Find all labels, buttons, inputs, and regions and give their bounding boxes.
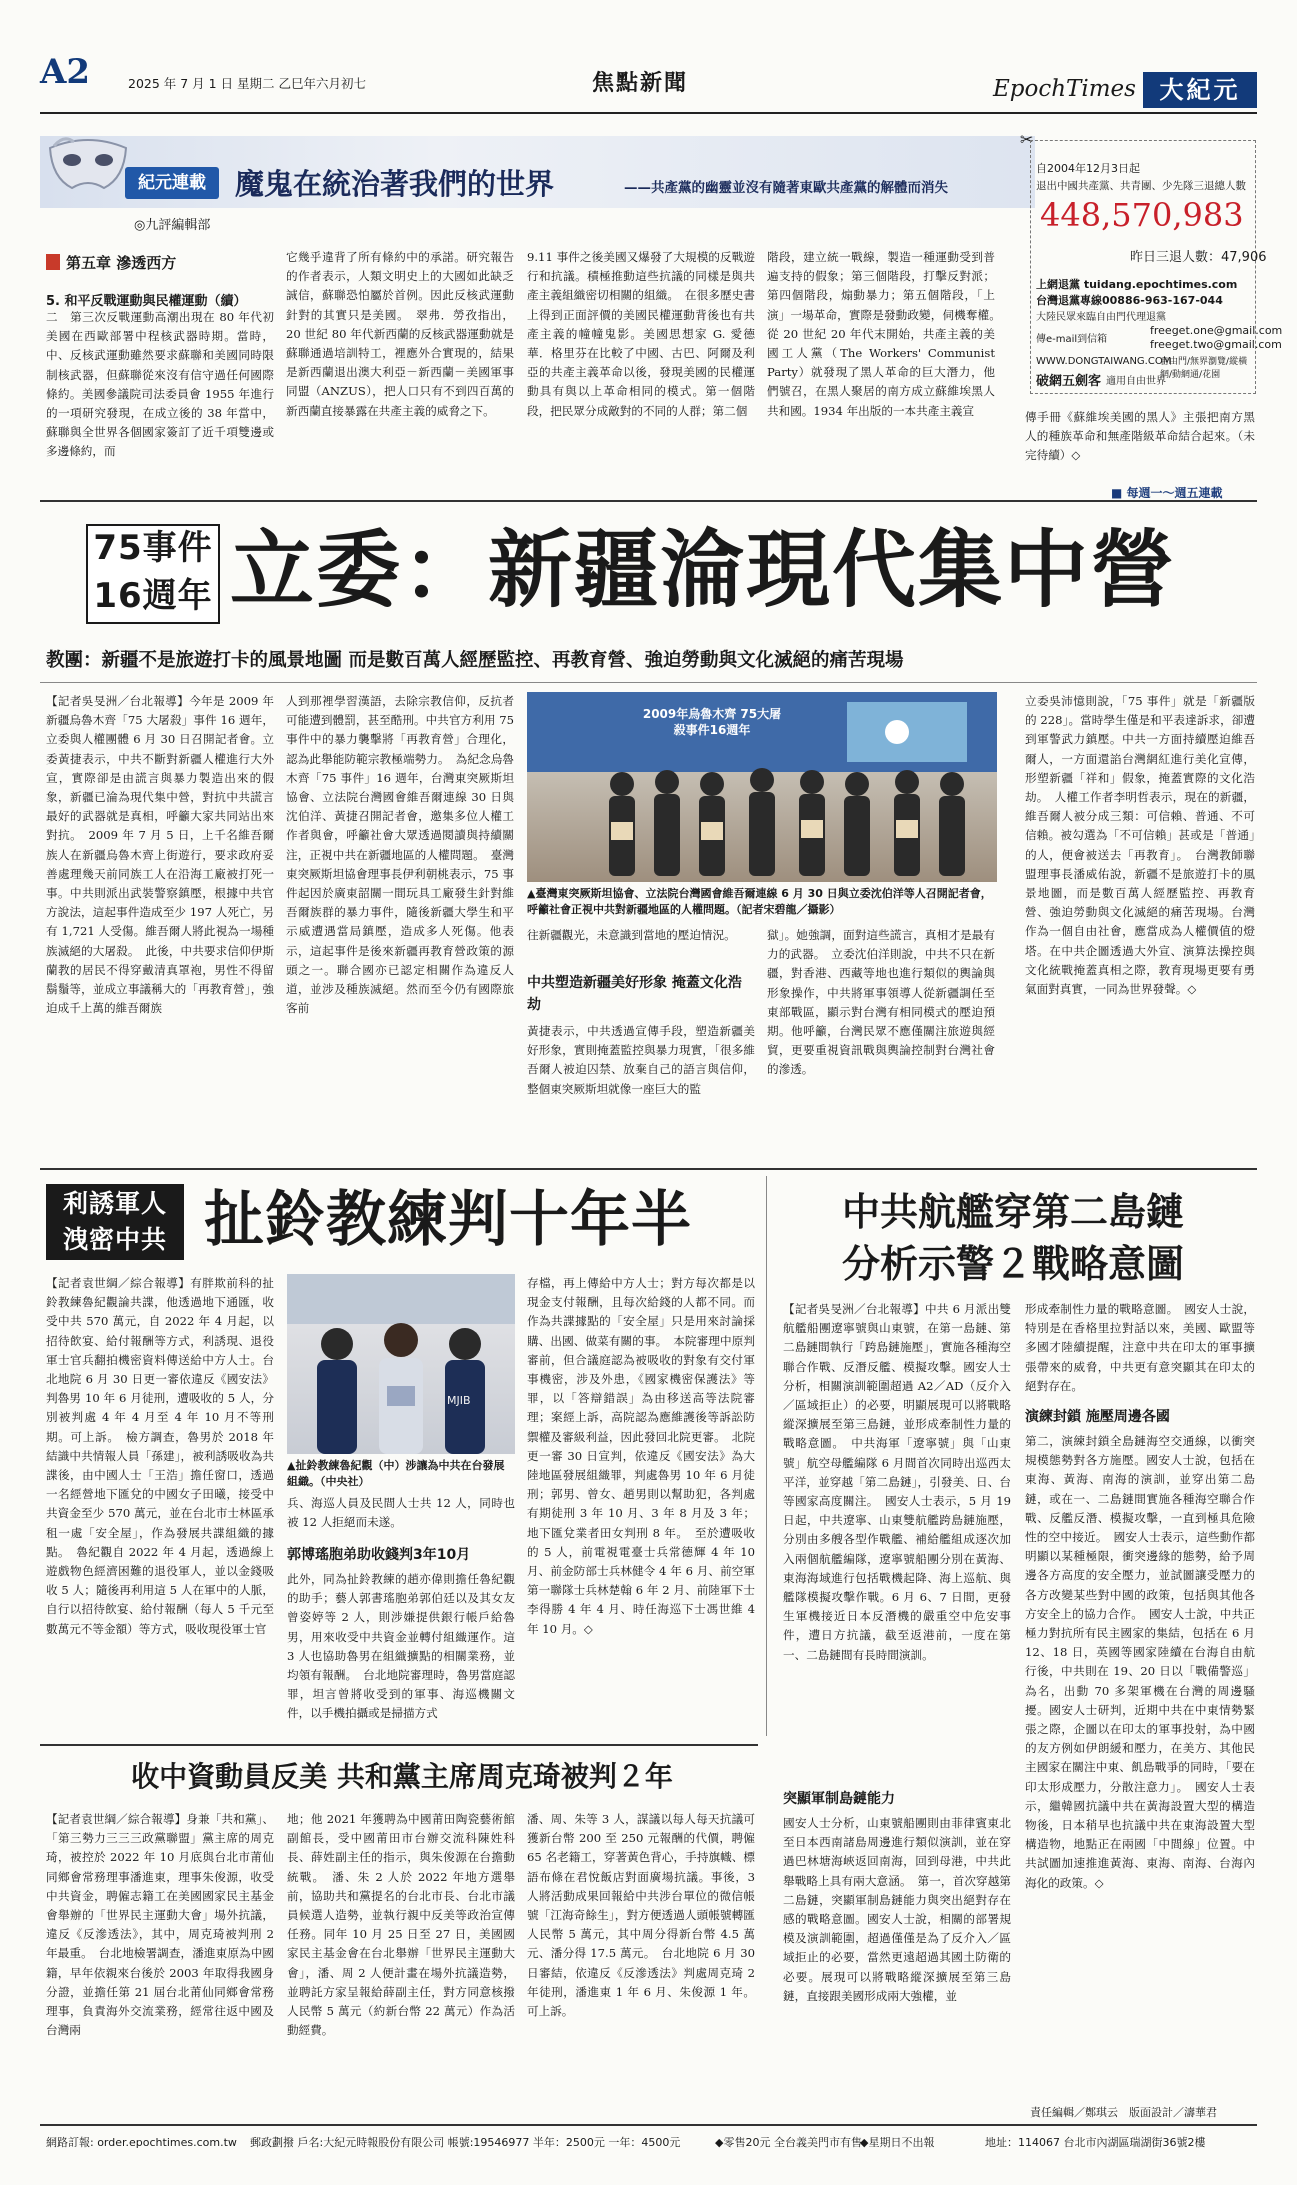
serial-col-1: 二 第三次反戰運動高潮出現在 80 年代初美國在西歐部署中程核武器時期。當時，中、反核武運動雖然要求蘇聯和美國同時限制核武器，但蘇聯從來沒有信守過任何國際條約。美國參議院司法委員會 1955 年進行的一項研究發現，在成立後的 38 年當中，蘇聯與全世界各個國家簽訂了近千項雙邊或多邊條約，而 [46, 310, 274, 459]
footer-address: 地址：114067 台北市內湖區瑞湖街36號2樓 [985, 2136, 1206, 2149]
serial-schedule: ■ 每週一～週五連載 [1111, 486, 1223, 500]
blockade-tools: 自由門/無界瀏覽/縱橫網/動網通/花園 [1160, 357, 1248, 380]
story2-badge-line2: 洩密中共 [62, 1225, 167, 1254]
story3-headline-1: 中共航艦穿第二島鏈 [841, 1190, 1184, 1234]
mask-icon [44, 128, 132, 206]
main-col-3b: 黃捷表示，中共透過宣傳手段，塑造新疆美好形象，實則掩蓋監控與暴力現實，「很多維吾爾人被迫囚禁、放棄自己的語言與信仰，整個東突厥斯坦就像一座巨大的監 [527, 1024, 755, 1096]
photo-banner-text: 2009年烏魯木齊 75大屠殺事件16週年 [642, 707, 782, 737]
story3-col-1b: 國安人士分析，山東號船團則由菲律賓東北至日本西南諸島周邊進行類似演訓，並在穿過巴林塘海峽返回南海，回到母港，中共此舉戰略上具有兩大意涵。 第一，首次穿越第二島鏈，突顯軍制島鏈能力與突出絕對存在感的戰略意圖。國安人士說，相關的部署規模及演訓範圍，超過僅僅是為了反介入／區域拒止的必要，當然更遠超過其國土防衛的必要。展現可以將戰略縱深擴展至第三島鏈，直接跟美國形成兩大強權，並 [783, 1816, 1011, 2003]
tuidang-email-1[interactable]: freeget.one@gmail.com [1150, 324, 1283, 337]
story2-col-2b: 兵、海巡人員及民間人士共 12 人，同時也被 12 人拒絕而未遂。 [287, 1496, 515, 1530]
svg-text:MJIB: MJIB [447, 1394, 471, 1407]
main-photo [527, 692, 997, 882]
story3-headline-2: 分析示警２戰略意圖 [841, 1242, 1184, 1286]
serial-author: ◎九評編輯部 [134, 218, 211, 233]
blockade-tail: 適用自由世界 [1106, 376, 1166, 387]
tuidang-tel: 台灣退黨專線00886-963-167-044 [1036, 294, 1223, 307]
story2-col-3: 存檔，再上傳給中方人士；對方每次都是以現金支付報酬，且每次給錢的人都不同。而作為共諜據點的「安全屋」只是用來討論採購、出國、做菜有關的事。 本院審理中原判審前，但合議庭認為被吸收的對象有交付軍事機密，涉及外患，《國家機密保護法》等罪，以「答辯錯誤」為由移送高等法院審理；案經上訴，高院認為應維護後等訴訟防禦權及審級利益，因此發回北院更審。 北院更一審 30 日宣判，依違反《國安法》為大陸地區發展組織罪，判處魯男 10 年 6 月徒刑；郭男、曾女、趙男則以幫助犯，各判處有期徒刑 3 年 10 月、3 年 8 月及 3 年；地下匯兌業者田女判刑 8 年。 至於遭吸收的 5 人，前電視電臺士兵常德輝 4 年 10 月、前金防部士兵林健令 4 年 6 月、前空軍第一聯隊士兵林楚翰 6 年 2 月、前陸軍下士李得勝 4 年 4 月、時任海巡下士馮世維 4 年 10 月。◇ [527, 1276, 755, 1636]
page-number: A2 [40, 52, 91, 92]
story3-col-1: 【記者吳旻洲／台北報導】中共 6 月派出雙航艦船團遼寧號與山東號，在第一島鏈、第二島鏈間執行「跨島鏈施壓」，實施各種海空聯合作戰、反潛反艦、模擬攻擊。國安人士分析，相關演訓範圍超過 A2／AD（反介入／區域拒止）的必要，明顯展現可以將戰略縱深擴展至第三島鏈，並形成牽制性力量的戰略意圖。 中共海軍「遼寧號」與「山東號」航空母艦編隊 6 月間首次同時出巡西太平洋，並穿越「第二島鏈」，引發美、日、台等國家高度關注。 國安人士表示，5 月 19 日起，中共遼寧、山東雙航艦跨島鏈施壓，分別由多艘各型作戰艦、補給艦組成逐次加入兩個航艦編隊，遼寧號船團分別在黃海、東海海域進行包括戰機起降、海上巡航、與艦隊模擬攻擊作戰。6 月 6、7 日間，更發生軍機接近日本反潛機的嚴重空中危安事件，遭日方抗議，截至返港前，一度在第一、二島鏈間有長時間演訓。 [783, 1302, 1011, 1662]
chapter-title: 第五章 滲透西方 [66, 254, 177, 272]
chapter-marker [46, 254, 60, 270]
story4-col-1: 【記者袁世綱／綜合報導】身兼「共和黨」、「第三勢力三三三政黨聯盟」黨主席的周克琦，被控於 2022 年 10 月底與台北市莆仙同鄉會常務理事潘進東，理事朱俊源，收受中共資金，聘僱志籍工在美國國家民主基金會舉辦的「世界民主運動大會」場外抗議，違反《反滲透法》，其中，周克琦被判刑 2 年最重。 台北地檢署調查，潘進東原為中國籍，早年依親來台後於 2003 年取得我國身分證，並擔任第 21 屆台北莆仙同鄉會常務理事，負責海外交流業務，經常往返中國及台灣兩 [46, 1812, 274, 2038]
story2-col-1: 【記者袁世綱／綜合報導】有胖欺前科的扯鈴教練魯紀觀論共諜，他透過地下通匯，收受中共 570 萬元，自 2022 年 4 月起，以招待飲宴、給付報酬等方式，利誘現、退役軍士官兵翻拍機密資料傳送給中方人士。台北地院 6 月 30 日更一審依違反《國安法》判魯男 10 年 6 月徒刑，遭吸收的 5 人，分別被判處 4 年 4 月至 4 年 10 月不等刑期。可上訴。 檢方調查，魯男於 2018 年結識中共情報人員「孫建」，被利誘吸收為共諜後，由中國人士「王浩」擔任窗口，透過一名經營地下匯兌的中國女子田曦，接受中共資金至少 570 萬元，並在台北市士林區承租一處「安全屋」，作為發展共諜組織的據點。 魯紀觀自 2022 年 4 月起，透過線上遊戲物色經濟困難的退役軍人，並以金錢吸收 5 人；隨後再利用這 5 人在軍中的人脈，自行以招待飲宴、給付報酬（每人 5 千元至數萬元不等金額）等方式，吸收現役軍士官 [46, 1276, 274, 1636]
story2-subheading: 郭博瑤胞弟助收錢判3年10月 [287, 1547, 471, 1563]
footer-price: ◆零售20元 全台義美門市有售 [715, 2136, 862, 2149]
serial-subtitle: ——共產黨的幽靈並沒有隨著東歐共產黨的解體而消失 [624, 180, 948, 196]
serial-col-3: 9.11 事件之後美國又爆發了大規模的反戰遊行和抗議。積極推動這些抗議的同樣是與共產主義組織密切相關的組織。 在很多歷史書上得到正面評價的美國民權運動背後也有共產主義的幢幢鬼影。美國思想家 G. 愛德華．格里芬在比較了中國、古巴、阿爾及利亞的共產主義革命以後，發現美國的民權運動具有與以上革命相同的模式。第一個階段，把民眾分成敵對的不同的人群；第二個 [527, 250, 755, 418]
story2-photo [287, 1274, 515, 1454]
main-badge-line1: 75事件 [93, 528, 213, 568]
main-col-1: 【記者吳旻洲／台北報導】今年是 2009 年新疆烏魯木齊「75 大屠殺」事件 16 週年，立委與人權團體 6 月 30 日召開記者會。立委黃捷表示，中共不斷對新疆人權進行大外宣，實際卻是由謊言與暴力製造出來的假象，新疆已淪為現代集中營，對抗中共謊言最好的武器就是真相，呼籲大家共同站出來對抗。 2009 年 7 月 5 日，上千名維吾爾族人在新疆烏魯木齊上街遊行，要求政府妥善處理幾天前同族工人在沿海工廠被打死一事。中共則派出武裝警察鎮壓，根據中共官方說法，這起事件造成至少 197 人死亡，另有 1,721 人受傷。維吾爾人將此視為一場種族滅絕的大屠殺。 此後，中共要求信仰伊斯蘭教的居民不得穿戴清真罩袍，男性不得留鬍鬚等，並成立事議稱大的「再教育營」，強迫成千上萬的維吾爾族 [46, 694, 274, 1016]
story4-headline: 收中資動員反美 共和黨主席周克琦被判２年 [131, 1760, 673, 1793]
tuidang-web[interactable]: 上網退黨 tuidang.epochtimes.com [1036, 278, 1238, 291]
tuidang-email-2[interactable]: freeget.two@gmail.com [1150, 338, 1282, 351]
main-headline: 立委：新疆淪現代集中營 [230, 521, 1177, 619]
story4-col-2: 地；他 2021 年獲聘為中國莆田陶瓷藝術館副館長，受中國莆田市台辦交流科陳姓科長、薛姓副主任的指示，與朱俊源在台擔動統戰。 潘、朱 2 人於 2022 年地方選舉前，協助共和黨提名的台北市長、台北市議員候選人造勢，並執行親中反美等政治宣傳任務。同年 10 月 25 日至 27 日，美國國家民主基金會在台北舉辦「世界民主運動大會」，潘、周 2 人便計畫在場外抗議造勢，並聘託方家呈報給薛副主任，對方同意核撥人民幣 5 萬元（約新台幣 22 萬元）作為活動經費。 [287, 1812, 515, 2038]
main-col-3a: 往新疆觀光，未意識到當地的壓迫情況。 [527, 928, 736, 942]
story2-col-2c: 此外，同為扯鈴教練的趙亦偉則擔任魯紀觀的助手；藝人郭書瑤胞弟郭伯廷以及其女友曾姿婷等 2 人，則涉嫌提供銀行帳戶給魯男，用來收受中共資金並轉付組織運作。這 3 人也協助魯男在組織擴點的相關業務，並均領有報酬。 台北地院審理時，魯男當庭認罪，坦言曾將收受到的軍事、海巡機關文件，以手機拍攝或是掃描方式 [287, 1572, 515, 1721]
brand-logo: 大紀元 [1143, 72, 1257, 108]
footer-subscribe[interactable]: 網路訂報: order.epochtimes.com.tw [46, 2136, 237, 2149]
story3-col-2: 形成牽制性力量的戰略意圖。 國安人士說，特別是在香格里拉對話以來，美國、歐盟等多國才陸續提醒，注意中共在印太的軍事擴張帶來的威脅，中共更有意突顯其在印太的絕對存在。 [1025, 1302, 1255, 1393]
main-badge-line2: 16週年 [93, 576, 213, 616]
footer-postal: 郵政劃撥 戶名:大紀元時報股份有限公司 帳號:19546977 半年：2500元 一年：4500元 [250, 2136, 681, 2149]
main-col-2: 人到那裡學習漢語，去除宗教信仰，反抗者可能遭到體罰，甚至酷刑。中共官方利用 75 事件中的暴力襲擊將「再教育營」合理化，認為此舉能防範宗教極端勢力。 為紀念烏魯木齊「75 事件」16 週年，台灣東突厥斯坦協會、立法院台灣國會維吾爾連線 30 日與沈伯洋、黃捷召開記者會，邀集多位人權工作者與會，呼籲社會大眾透過閱讀與持續關注，正視中共在新疆地區的人權問題。 臺灣東突厥斯坦協會理事長伊利朝桃表示，75 事件起因於廣東韶關一間玩具工廠發生針對維吾爾族群的暴力事件，隨後新疆大學生和平示威遭遇當局鎮壓，造成多人死傷。他表示，這起事件是後來新疆再教育營政策的源頭之一。聯合國亦已認定相關作為違反人道，並涉及種族滅絕。然而至今仍有國際旅客前 [286, 694, 514, 1016]
serial-section: 5. 和平反戰運動與民權運動（續） [46, 294, 247, 309]
blockade-label: 破網五劍客 [1036, 374, 1102, 389]
serial-title: 魔鬼在統治著我們的世界 [235, 167, 555, 201]
story2-badge-line1: 利誘軍人 [62, 1189, 167, 1218]
brand-en: EpochTimes [993, 76, 1136, 102]
footer-schedule: ◆星期日不出報 [860, 2136, 935, 2149]
story4-col-3: 潘、周、朱等 3 人，謀議以每人每天抗議可獲新台幣 200 至 250 元報酬的代價，聘僱 65 名老籍工，穿著黃色背心，手持旗幟、標語布條在君悅飯店對面廣場抗議。事後，3 人將活動成果回報給中共涉台單位的微信帳號「江海奇餘生」，對方便透過人頭帳號轉匯人民幣 5 萬元，其中周分得新台幣 4.5 萬元、潘分得 17.5 萬元。 台北地院 6 月 30 日審結，依違反《反滲透法》判處周克琦 2 年徒刑，潘進東 1 年 6 月、朱俊源 1 年。可上訴。 [527, 1812, 755, 2019]
tuidang-email-label: 傳e-mail到信箱 [1036, 334, 1108, 345]
section-title: 焦點新聞 [592, 70, 689, 96]
issue-date: 2025 年 7 月 1 日 星期二 乙巳年六月初七 [128, 76, 367, 91]
tuidang-since: 自2004年12月3日起 [1036, 162, 1140, 175]
story3-subheading-1: 突顯軍制島鏈能力 [783, 1791, 895, 1807]
serial-badge: 紀元連載 [125, 167, 219, 199]
main-subhead: 教團：新疆不是旅遊打卡的風景地圖 而是數百萬人經歷監控、再教育營、強迫勞動與文化滅絕的痛苦現場 [46, 650, 904, 671]
main-subheading: 中共塑造新疆美好形象 掩蓋文化浩劫 [527, 975, 742, 1013]
story3-col-2b: 第二，演練封鎖全島鏈海空交通線，以衝突規模態勢對各方施壓。國安人士說，包括在東海、黃海、南海的演訓，並穿出第二島鏈，或在一、二島鏈間實施各種海空聯合作戰、反艦反潛、模擬攻擊，一直到極具危險性的空中接近。 國安人士表示，這些動作都明顯以某種極限，衝突邊緣的態勢，給予周邊各方高度的安全壓力，並試圖讓受壓力的各方改變某些對中國的政策，包括與其他各方安全上的協力合作。 國安人士說，中共正極力對抗所有民主國家的集結，包括在 6 月 12、18 日，英國等國家陸續在台海自由航行後，中共則在 19、20 日以「戰備警巡」為名，出動 70 多架軍機在台灣的周邊騷擾。國安人士研判，近期中共在中東情勢緊張之際，企圖以在印太的軍事投射，為中國的友方例如伊朗緩和壓力，在美方、其他民主國家在關注中東、飢島戰爭的同時，「要在印太形成壓力，分散注意力」。 國安人士表示，繼韓國抗議中共在黃海設置大型的構造物後，日本稍早也抗議中共在東海設置大型構造物，地點正在兩國「中間線」位置。中共試圖加速推進黃海、東海、南海、台海內海化的政策。◇ [1025, 1434, 1255, 1890]
story3-subheading-2: 演練封鎖 施壓周邊各國 [1025, 1409, 1170, 1425]
serial-col-4: 階段，建立統一戰線，製造一種運動受到普遍支持的假象；第三個階段，打擊反對派；第四個階段，煽動暴力；第五個階段，「上演」一場革命，實際是發動政變，伺機奪權。 從 20 世紀 20 年代末開始，共產主義的美國工人黨（The Workers' Communist Party）就發現了黑人革命的巨大潛力，他們號召，在黑人聚居的南方成立蘇維埃黑人共和國。1934 年出版的一本共產主義宣 [767, 250, 1007, 418]
tuidang-line: 退出中國共產黨、共青團、少先隊三退總人數 [1036, 180, 1246, 192]
story2-headline: 扯鈴教練判十年半 [204, 1185, 692, 1255]
serial-col-5: 傳手冊《蘇維埃美國的黑人》主張把南方黑人的種族革命和無產階級革命結合起來。（未完待續）◇ [1025, 410, 1255, 463]
main-col-4: 獄」。她強調，面對這些謊言，真相才是最有力的武器。 立委沈伯洋則說，中共不只在新疆，對香港、西藏等地也進行類似的輿論與形象操作，中共將軍事領導人從新疆調任至東部戰區，顯示對台灣有相同模式的壓迫預期。他呼籲，台灣民眾不應僅關注旅遊與經貿，更要重視資訊戰與輿論控制對台灣社會的滲透。 [767, 928, 995, 1077]
main-col-5: 立委吳沛憶則說，「75 事件」就是「新疆版的 228」。當時學生僅是和平表達訴求，卻遭到軍警武力鎮壓。中共一方面持續壓迫維吾爾人，一方面還諂台灣網紅進行美化宣傳，形塑新疆「祥和」假象，掩蓋實際的文化浩劫。 人權工作者李明哲表示，現在的新疆，維吾爾人被分成三類：可信賴、普通、不可信賴。被勾選為「不可信賴」甚或是「普通」的人，便會被送去「再教育」。 台灣教師聯盟理事長潘威佑說，新疆不是旅遊打卡的風景地圖，而是數百萬人經歷監控、再教育營、強迫勞動與文化滅絕的痛苦現場。台灣作為一個自由社會，應當成為人權價值的燈塔。在中共企圖透過大外宣、演算法操控與文化統戰掩蓋真相之際，教育現場更要有勇氣面對真實，一同為世界發聲。◇ [1025, 694, 1255, 997]
tuidang-total: 448,570,983 [1040, 196, 1244, 234]
scissors-icon: ✂ [1020, 130, 1034, 149]
dongtaiwang-link[interactable]: WWW.DONGTAIWANG.COM [1036, 356, 1172, 367]
credits: 責任編輯／鄭琪云 版面設計／濤華君 [1030, 2106, 1217, 2119]
story2-photo-caption: ▲扯鈴教練魯紀觀（中）涉讓為中共在台發展組織。（中央社） [287, 1459, 505, 1488]
tuidang-service: 大陸民眾來臨自由門代理退黨 [1036, 312, 1166, 323]
tuidang-yesterday: 昨日三退人數：47,906 [1130, 250, 1267, 265]
main-photo-caption: ▲臺灣東突厥斯坦協會、立法院台灣國會維吾爾連線 6 月 30 日與立委沈伯洋等人召開記者會，呼籲社會正視中共對新疆地區的人權問題。（記者宋碧龍／攝影） [527, 887, 992, 916]
serial-col-2: 它幾乎違背了所有條約中的承諾。研究報告的作者表示，人類文明史上的大國如此缺乏誠信，蘇聯恐怕屬於首例。因此反核武運動針對的其實只是美國。 翠弗．勞孜指出，20 世紀 80 年代新西蘭的反核武器運動就是蘇聯通過培訓特工，裡應外合實現的，結果是新西蘭退出澳大利亞－新西蘭－美國軍事同盟（ANZUS），把人口只有不到四百萬的新西蘭直接暴露在共產主義的威脅之下。 [286, 250, 514, 418]
